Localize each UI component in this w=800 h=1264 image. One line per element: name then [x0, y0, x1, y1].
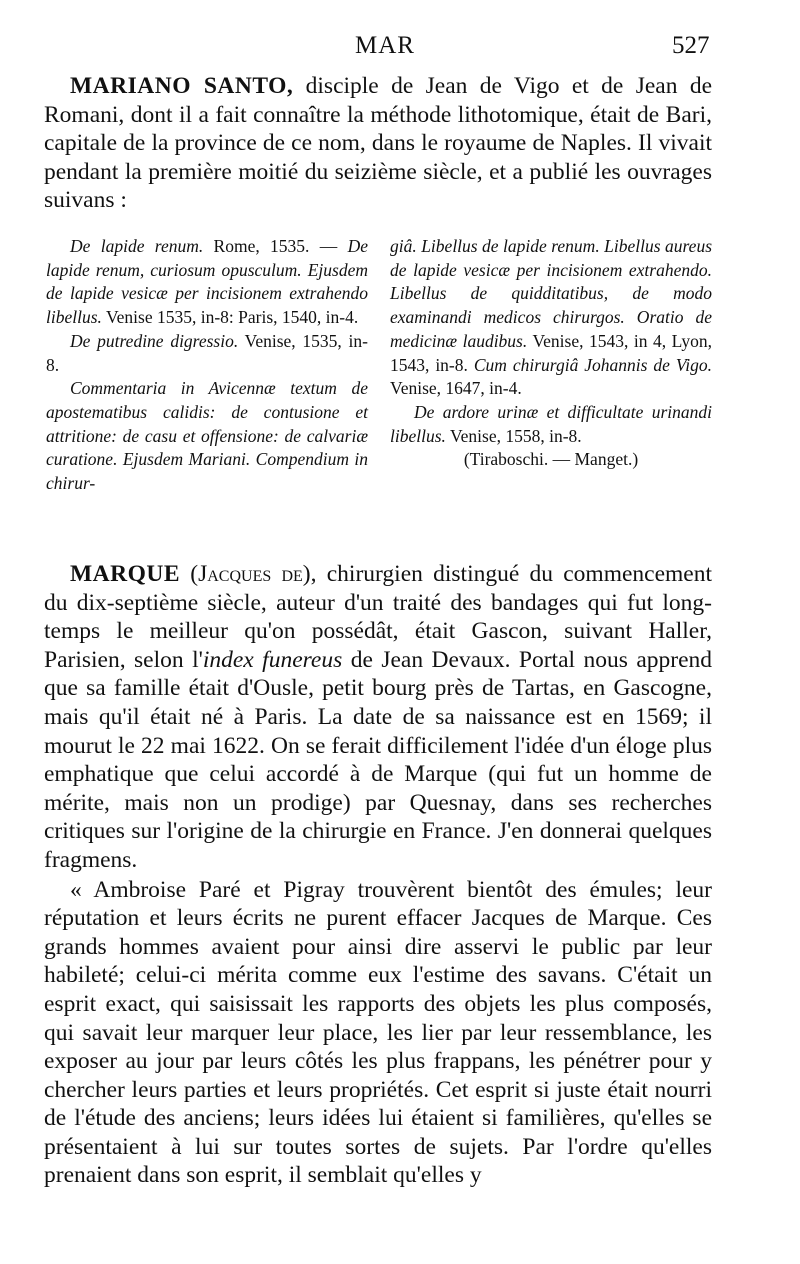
- entry-mariano-santo: [44, 72, 712, 215]
- entry-text: disciple de Jean de Vigo et de Jean de Romani, dont il a fait connaître la méthode lithotomique, était de Bari, capitale de la province de ce nom, dans le royaume de Naples. Il vivait pendant la première moitié du seizième siècle, et a publié les ouvrages suivans :: [44, 73, 713, 214]
- running-head: MAR: [355, 32, 415, 59]
- publication-info: Venise, 1647, in-4.: [390, 378, 522, 399]
- work-title: Commentaria in Avicennæ textum de apostematibus calidis: de contusione et attritione: de casu et offensione: de calvariæ curatione. Ejusdem Mariani. Compendium in chirur-: [46, 378, 368, 494]
- bibliography-left-column: [46, 235, 368, 496]
- biblio-item: [390, 235, 712, 401]
- publication-info: Venise, 1543, in 4, Lyon, 1543, in-8.: [390, 330, 712, 375]
- cited-work-title: index funereus: [202, 646, 343, 673]
- publication-info: Rome, 1535. —: [203, 236, 348, 256]
- entry-headword: MARIANO SANTO,: [70, 73, 294, 99]
- quotation-paragraph: « Ambroise Paré et Pigray trouvèrent bientôt des émules; leur réputation et leurs écrits ne purent effacer Jacques de Marque. Ces grands hommes avaient pour ainsi dire asservi le public par leur habileté; celui-ci mérita comme eux l'estime des savans. C'était un esprit exact, qui saisissait les rapports des objets les plus composés, qui savait leur marquer leur place, les lier par leur ressemblance, les exposer au jour par leurs côtés les plus frappans, les pénétrer pour y chercher leurs parties et leurs propriétés. Cet esprit si juste était nourri de l'étude des anciens; leurs idées lui étaient si familières, qu'elles se présentaient à lui sur toutes sortes de sujets. Par l'ordre qu'elles prenaient dans son esprit, il semblait qu'elles y: [44, 876, 712, 1189]
- work-title: Cum chirurgiâ Johannis de Vigo.: [473, 354, 712, 375]
- entry-text: de Jean Devaux. Portal nous apprend que sa famille était d'Ousle, petit bourg près de Tartas, en Gascogne, mais qu'il était né à Paris. La date de sa naissance est en 1569; il mourut le 22 mai 1622. On se ferait difficilement l'idée d'un éloge plus emphatique que celui accordé à de Marque (qui fut un homme de mérite, mais non un prodige) par Quesnay, dans ses recherches critiques sur l'origine de la chirurgie en France. J'en donnerai quelques fragmens.: [44, 646, 713, 873]
- biblio-item: [46, 235, 368, 330]
- entry-text: chirurgien distingué du commencement du dix-septième siècle, auteur d'un traité des bandages qui fut long-temps le meilleur qu'on possédât, était Gascon, suivant Haller, Parisien, selon l': [44, 561, 712, 673]
- biblio-item: [390, 401, 712, 448]
- biblio-item: [46, 377, 368, 496]
- work-title: giâ. Libellus de lapide renum. Libellus aureus de lapide vesicæ per incisionem extrahendo. Libellus de quidditatibus, de modo examinandi medicos chirurgos. Oratio de medicinæ laudibus.: [390, 236, 712, 351]
- publication-info: Venise, 1558, in-8.: [445, 425, 582, 446]
- entry-paragraph: [44, 72, 712, 215]
- work-title: De lapide renum.: [70, 236, 204, 256]
- entry-paragraph: [44, 560, 712, 875]
- publication-info: Venise 1535, in-8: Paris, 1540, in-4.: [101, 307, 359, 328]
- entry-marque: [44, 560, 712, 1190]
- source-citation: (Tiraboschi. — Manget.): [463, 449, 639, 470]
- publication-info: Venise, 1535, in-8.: [46, 330, 368, 375]
- work-title: De ardore urinæ et difficultate urinandi libellus.: [390, 401, 712, 446]
- entry-headword: MARQUE: [70, 561, 181, 587]
- page-number: 527: [672, 32, 710, 59]
- bibliography-right-column: [390, 235, 712, 496]
- work-title: De lapide renum, curiosum opusculum. Ejusdem de lapide vesicæ per incisionem extrahendo libellus.: [46, 236, 368, 328]
- biblio-item: [46, 330, 368, 377]
- work-title: De putredine digressio.: [70, 330, 239, 351]
- bibliography: [46, 235, 712, 496]
- page-header: [0, 32, 800, 68]
- entry-headword-name: (Jacques de),: [180, 561, 317, 587]
